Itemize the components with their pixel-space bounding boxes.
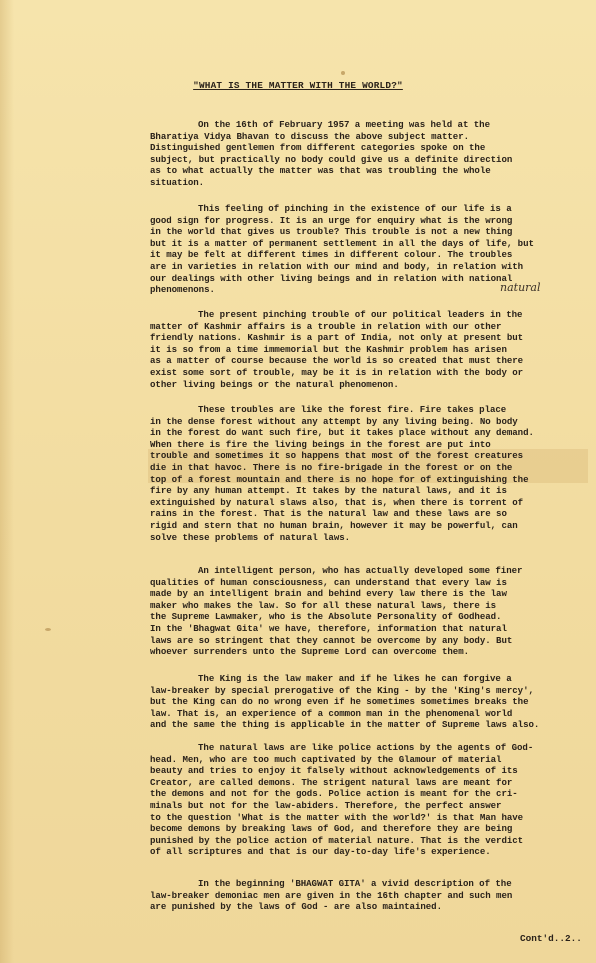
paragraph-2: This feeling of pinching in the existence of our life is a good sign for progress. It is an urge for enquiry what is the wrong in the world that gives us trouble? This trouble is not a new thing but it is a matter of permanent settlement in all the days of life, but it may be felt at different times in different colour. The troubles are in varieties in relation with our mind and body, in relation with our dealings with other living beings and in relation with national phenomenons. (150, 203, 534, 296)
continuation-marker: Cont'd..2.. (520, 933, 582, 944)
paragraph-7: The natural laws are like police actions by the agents of God- head. Men, who are too much captivated by the Glamour of material beauty and tries to enjoy it falsely without acknowledgements of its Creator, are called demons. The strigent natural laws are meant for the demons and not for the gods. Police action is meant for the cri- minals but not for the law-abiders. Therefore, the perfect answer to the question 'What is the matter with the world?' is that Man have become demons by breaking laws of God, and therefore they are being punished by the police action of material nature. That is the verdict of all scriptures and that is our day-to-day life's experience. (150, 742, 534, 858)
paragraph-3: The present pinching trouble of our political leaders in the matter of Kashmir affairs is a trouble in relation with our other friendly nations. Kashmir is a part of India, not only at present but it is so from a time immemorial but the Kashmir problem has arisen as a matter of course because the world is so created that must there exist some sort of trouble, may be it is in relation with the body or other living beings or the natural phenomenon. (150, 309, 524, 390)
ink-spot (341, 71, 345, 75)
page-edge-shadow (0, 0, 14, 963)
ink-spot (45, 628, 51, 631)
paragraph-8: In the beginning 'BHAGWAT GITA' a vivid description of the law-breaker demoniac men are given in the 16th chapter and such men are punished by the laws of God - are also maintained. (150, 878, 513, 913)
document-title: "WHAT IS THE MATTER WITH THE WORLD?" (193, 80, 403, 91)
paragraph-1: On the 16th of February 1957 a meeting was held at the Bharatiya Vidya Bhavan to discuss the above subject matter. Distinguished gentlemen from different categories spoke on the subject, but practically no body could give us a definite direction as to what actually the matter was that was troubling the whole situation. (150, 119, 513, 188)
paragraph-4: These troubles are like the forest fire. Fire takes place in the dense forest without any attempt by any living being. No body in the forest do want such fire, but it takes place without any demand. When there is fire the living beings in the forest are put into trouble and sometimes it so happens that most of the forest creatures die in that havoc. There is no fire-brigade in the forest or on the top of a forest mountain and there is no hope for of extinguishing the fire by any human attempt. It takes by the natural laws, and it is extinguished by natural slaws also, that is, when there is torrent of rains in the forest. That is the natural law and these laws are so rigid and stern that no human brain, however it may be powerful, can solve these problems of natural laws. (150, 404, 534, 543)
handwritten-correction: natural (500, 281, 541, 294)
paragraph-6: The King is the law maker and if he likes he can forgive a law-breaker by special prerogative of the King - by the 'King's mercy', but the King can do no wrong even if he sometimes sometimes breaks the law. That is, an experience of a common man in the phenomenal world and the same the thing is applicable in the matter of Supreme laws also. (150, 673, 540, 731)
paragraph-5: An intelligent person, who has actually developed some finer qualities of human consciousness, can understand that every law is made by an intelligent brain and behind every law there is the law maker who makes the law. So for all these natural laws, there is the Supreme Lawmaker, who is the Absolute Personality of Godhead. In the 'Bhagwat Gita' we have, therefore, information that natural laws are so stringent that they cannot be overcome by any body. But whoever surrenders unto the Supreme Lord can overcome them. (150, 565, 523, 658)
